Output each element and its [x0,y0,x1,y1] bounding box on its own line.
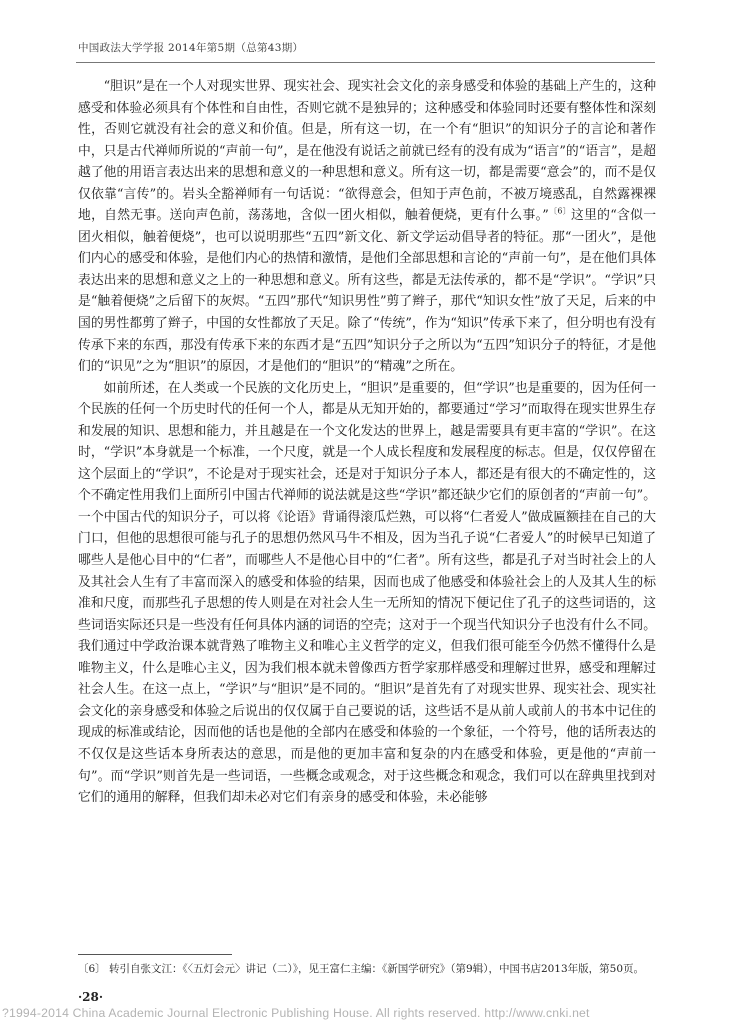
running-header: 中国政法大学学报 2014年第5期（总第43期） [78,42,304,54]
header-rule [76,62,655,63]
page-number: ·28· [78,990,104,1004]
paragraph-1-text-b: 这里的“含似一团火相似，触着便烧”，也可以说明那些“五四”新文化、新文学运动倡导者的特征。那“一团火”，是他们内心的感受和体验，是他们内心的热情和激情，是他们全部思想和言论的“声前一句”，是在他们具体表达出来的思想和意义之上的一种思想和意义。所有这些，都是无法传承的，都不是“学识”。“学识”只是“触着便烧”之后留下的灰烬。“五四”那代“知识男性”剪了辫子，那代“知识女性”放了天足，后来的中国的男性都剪了辫子，中国的女性都放了天足。除了“传统”，作为“知识”传承下来了，但分明也有没有传承下来的东西，那没有传承下来的东西才是“五四”知识分子之所以为“五四”知识分子的特征，才是他们的“识见”之为“胆识”的原因，才是他们的“胆识”的“精魂”之所在。 [78,208,656,375]
footnote-reference[interactable]: 〔6〕 [548,207,571,217]
copyright-watermark: ?1994-2014 China Academic Journal Electronic Publishing House. All rights reserved. http://www.cnki.net [2,1006,590,1020]
article-body [78,76,656,809]
paragraph-1-text-a: “胆识”是在一个人对现实世界、现实社会、现实社会文化的亲身感受和体验的基础上产生的，这种感受和体验必须具有个体性和自由性，否则它就不是独异的；这种感受和体验同时还要有整体性和深刻性，否则它就没有社会的意义和价值。但是，所有这一切，在一个有“胆识”的知识分子的言论和著作中，只是古代禅师所说的“声前一句”，是在他没有说话之前就已经有的没有成为“语言”的“语言”，是超越了他的用语言表达出来的思想和意义的一种思想和意义。所有这一切，都是需要“意会”的，而不是仅仅依靠“言传”的。岩头全豁禅师有一句话说：“欲得意会，但知于声色前，不被万境惑乱，自然露裸裸地，自然无事。送向声色前，荡荡地，含似一团火相似，触着便烧，更有什么事。” [78,79,656,224]
paragraph-1 [78,76,656,378]
footnote-rule [78,954,232,955]
paragraph-2: 如前所述，在人类或一个民族的文化历史上，“胆识”是重要的，但“学识”也是重要的，因为任何一个民族的任何一个历史时代的任何一个人，都是从无知开始的，都要通过“学习”而取得在现实世界生存和发展的知识、思想和能力，并且越是在一个文化发达的世界上，越是需要具有更丰富的“学识”。在这时，“学识”本身就是一个标准，一个尺度，就是一个人成长程度和发展程度的标志。但是，仅仅停留在这个层面上的“学识”，不论是对于现实社会，还是对于知识分子本人，都还是有很大的不确定性的，这个不确定性用我们上面所引中国古代禅师的说法就是这些“学识”都还缺少它们的原创者的“声前一句”。一个中国古代的知识分子，可以将《论语》背诵得滚瓜烂熟，可以将“仁者爱人”做成匾额挂在自己的大门口，但他的思想很可能与孔子的思想仍然风马牛不相及，因为当孔子说“仁者爱人”的时候早已知道了哪些人是他心目中的“仁者”，而哪些人不是他心目中的“仁者”。所有这些，都是孔子对当时社会上的人及其社会人生有了丰富而深入的感受和体验的结果，因而也成了他感受和体验社会上的人及其人生的标准和尺度，而那些孔子思想的传人则是在对社会人生一无所知的情况下便记住了孔子的这些词语的，这些词语实际还只是一些没有任何具体内涵的词语的空壳；这对于一个现当代知识分子也没有什么不同。我们通过中学政治课本就背熟了唯物主义和唯心主义哲学的定义，但我们很可能至今仍然不懂得什么是唯物主义，什么是唯心主义，因为我们根本就未曾像西方哲学家那样感受和理解过世界，感受和理解过社会人生。在这一点上，“学识”与“胆识”是不同的。“胆识”是首先有了对现实世界、现实社会、现实社会文化的亲身感受和体验之后说出的仅仅属于自己要说的话，这些话不是从前人或前人的书本中记住的现成的标准或结论，因而他的话也是他的全部内在感受和体验的一个象征，一个符号，他的话所表达的不仅仅是这些话本身所表达的意思，而是他的更加丰富和复杂的内在感受和体验，更是他的“声前一句”。而“学识”则首先是一些词语，一些概念或观念，对于这些概念和观念，我们可以在辞典里找到对它们的通用的解释，但我们却未必对它们有亲身的感受和体验，未必能够 [78,380,656,806]
footnote: 〔6〕 转引自张文江：《〈五灯会元〉讲记（二）》，见王富仁主编：《新国学研究》（第9辑），中国书店2013年版，第50页。 [78,963,645,975]
